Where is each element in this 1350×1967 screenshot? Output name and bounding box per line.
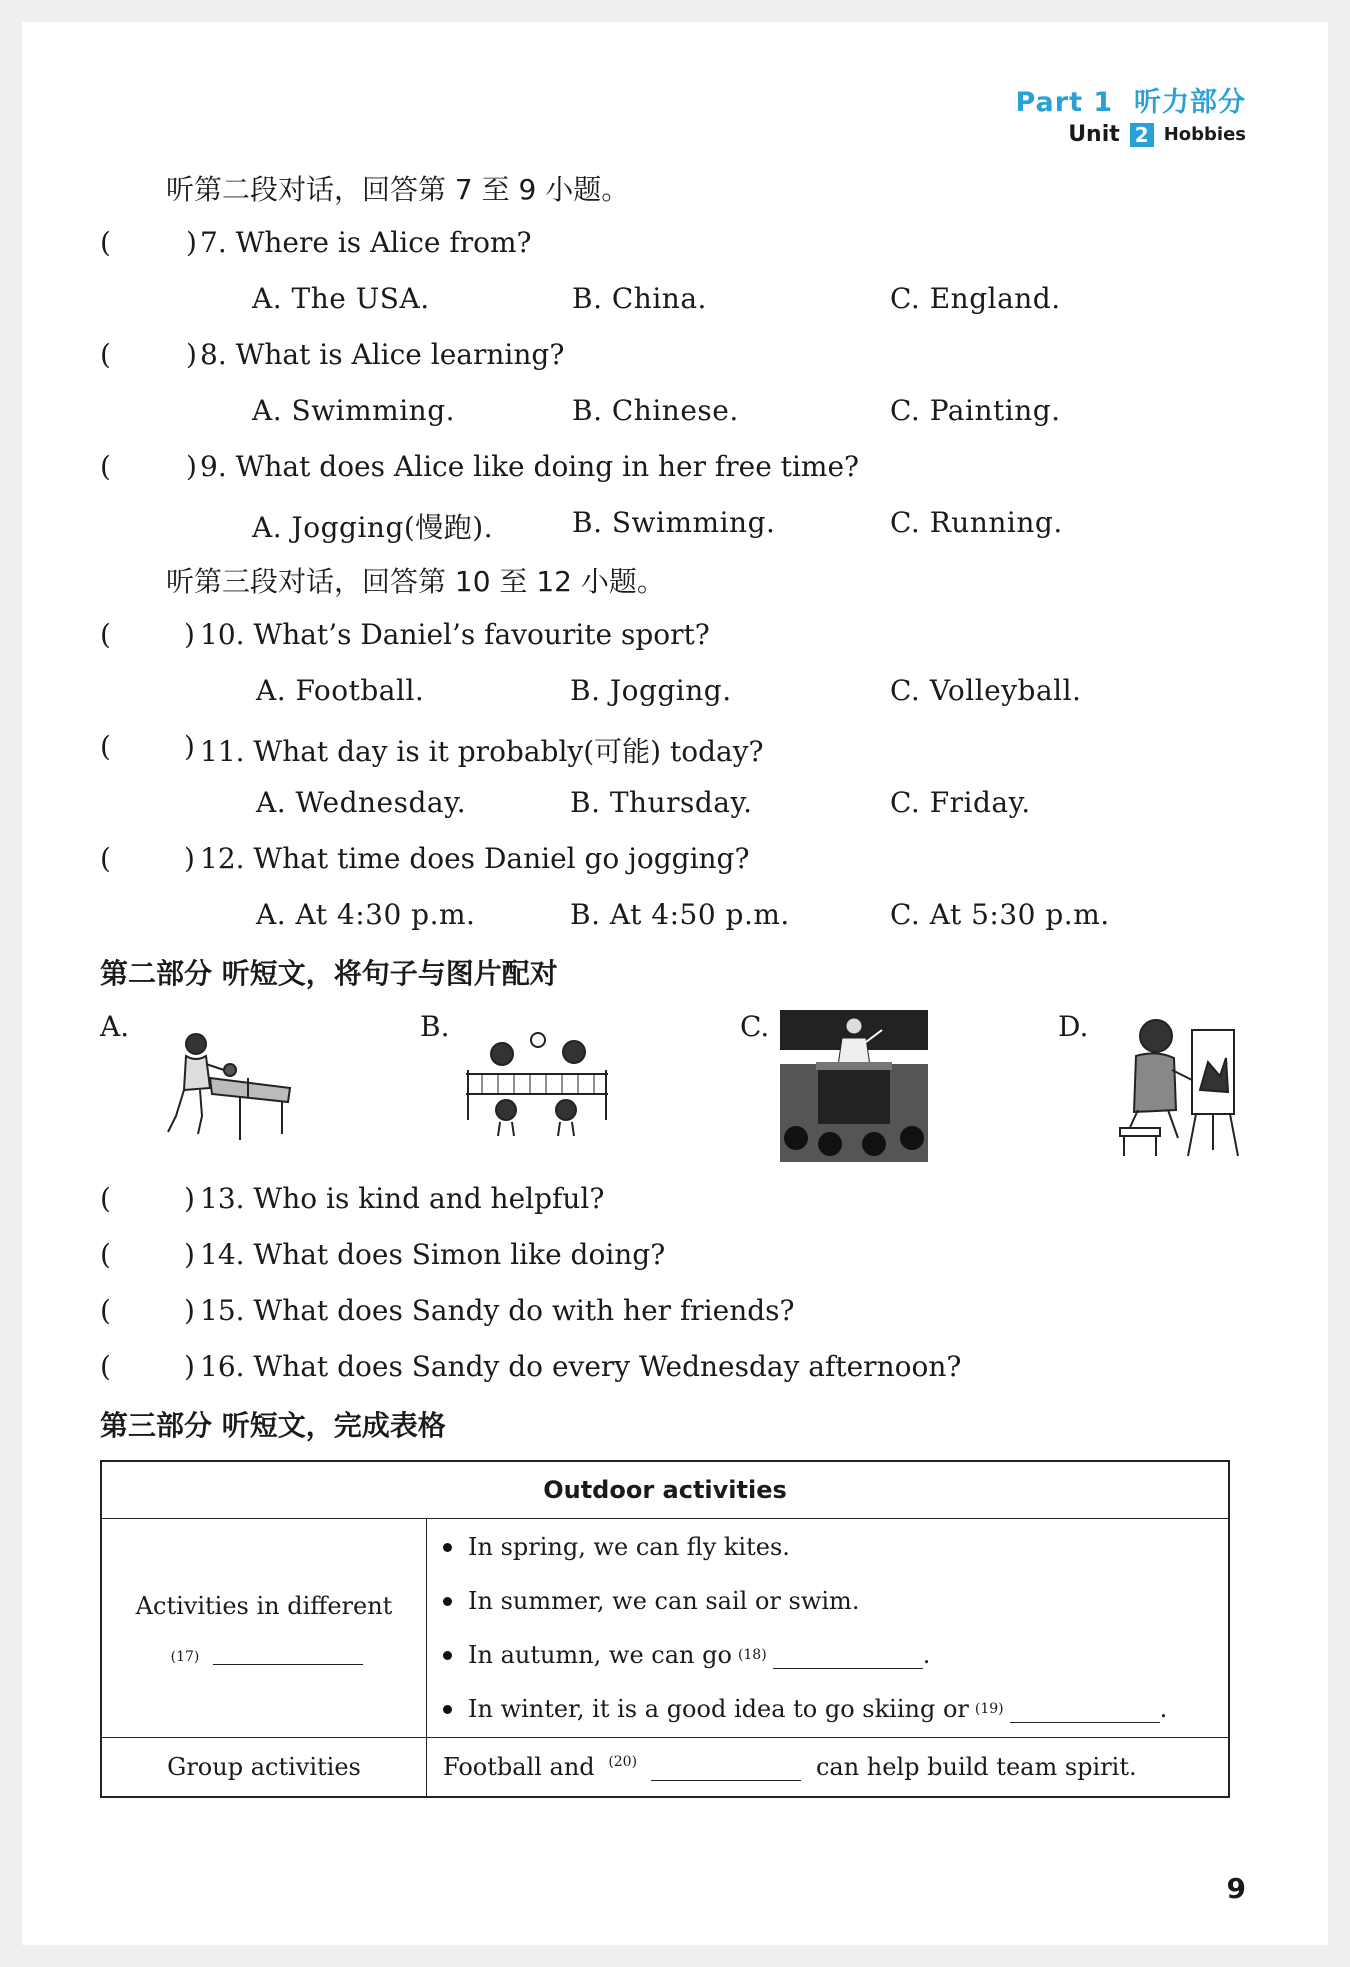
bullet-winter: In winter, it is a good idea to go skiing or (19) . (443, 1682, 1227, 1736)
page-number: 9 (1226, 1872, 1246, 1905)
table-tennis-picture (140, 1030, 300, 1150)
option-8b: B. Chinese. (572, 394, 739, 427)
option-7c: C. England. (890, 282, 1061, 315)
bullet-spring: In spring, we can fly kites. (443, 1520, 1227, 1574)
option-12c: C. At 5:30 p.m. (890, 898, 1110, 931)
part3-title: 第三部分 听短文，完成表格 (100, 1409, 446, 1442)
option-9a: A. Jogging(慢跑). (252, 511, 494, 544)
option-11c: C. Friday. (890, 786, 1031, 819)
blank-19[interactable] (1010, 1696, 1160, 1723)
blank-19-number: (19) (974, 1701, 1004, 1717)
question-9: ( ) 9. What does Alice like doing in her free time? (100, 450, 860, 483)
blank-18-number: (18) (737, 1647, 767, 1663)
option-7a: A. The USA. (252, 282, 430, 315)
question-10: ( ) 10. What’s Daniel’s favourite sport? (100, 618, 710, 651)
option-7b: B. China. (572, 282, 707, 315)
picture-label-c: C. (740, 1010, 770, 1043)
section-intro-10-12: 听第三段对话，回答第 10 至 12 小题。 (166, 565, 665, 598)
volleyball-picture (462, 1030, 612, 1140)
painting-picture (1116, 1010, 1242, 1160)
picture-label-d: D. (1058, 1010, 1089, 1043)
bullet-summer: In summer, we can sail or swim. (443, 1574, 1227, 1628)
blank-20[interactable] (651, 1754, 801, 1781)
option-12b: B. At 4:50 p.m. (570, 898, 790, 931)
blank-17-number: (17) (170, 1648, 200, 1665)
activities-label: Activities in different (135, 1591, 393, 1620)
question-15: ( ) 15. What does Sandy do with her friends? (100, 1294, 795, 1327)
unit-heading: Unit 2 Hobbies (1068, 122, 1246, 147)
blank-17[interactable] (213, 1638, 363, 1665)
option-11b: B. Thursday. (570, 786, 753, 819)
option-8c: C. Painting. (890, 394, 1061, 427)
part2-title: 第二部分 听短文，将句子与图片配对 (100, 957, 558, 990)
option-9b: B. Swimming. (572, 506, 776, 539)
option-10b: B. Jogging. (570, 674, 732, 707)
picture-label-b: B. (420, 1010, 450, 1043)
option-9c: C. Running. (890, 506, 1063, 539)
option-12a: A. At 4:30 p.m. (256, 898, 476, 931)
group-activities-label: Group activities (101, 1738, 427, 1798)
section-intro-7-9: 听第二段对话，回答第 7 至 9 小题。 (166, 173, 630, 206)
blank-20-number: (20) (608, 1754, 638, 1770)
group-activities-cell: Football and $^{(20)}$ can help build team spirit. (427, 1738, 1230, 1798)
question-11: ( ) 11. What day is it probably(可能) today? (100, 730, 764, 768)
question-12: ( ) 12. What time does Daniel go jogging? (100, 842, 750, 875)
question-16: ( ) 16. What does Sandy do every Wednesday afternoon? (100, 1350, 962, 1383)
bullet-autumn: In autumn, we can go (18) . (443, 1628, 1227, 1682)
question-14: ( ) 14. What does Simon like doing? (100, 1238, 666, 1271)
activities-list-cell (427, 1519, 1230, 1738)
unit-number-badge: 2 (1130, 123, 1154, 147)
classroom-picture (778, 1010, 930, 1162)
option-10c: C. Volleyball. (890, 674, 1082, 707)
table-title: Outdoor activities (101, 1461, 1229, 1519)
picture-label-a: A. (100, 1010, 130, 1043)
blank-18[interactable] (773, 1642, 923, 1669)
outdoor-activities-table (100, 1460, 1230, 1798)
option-10a: A. Football. (256, 674, 425, 707)
part-heading: Part 1 听力部分 (1015, 87, 1246, 118)
question-8: ( ) 8. What is Alice learning? (100, 338, 565, 371)
option-8a: A. Swimming. (252, 394, 456, 427)
activities-label-cell (101, 1519, 427, 1738)
option-11a: A. Wednesday. (256, 786, 467, 819)
question-7: ( ) 7. Where is Alice from? (100, 226, 532, 259)
question-13: ( ) 13. Who is kind and helpful? (100, 1182, 605, 1215)
